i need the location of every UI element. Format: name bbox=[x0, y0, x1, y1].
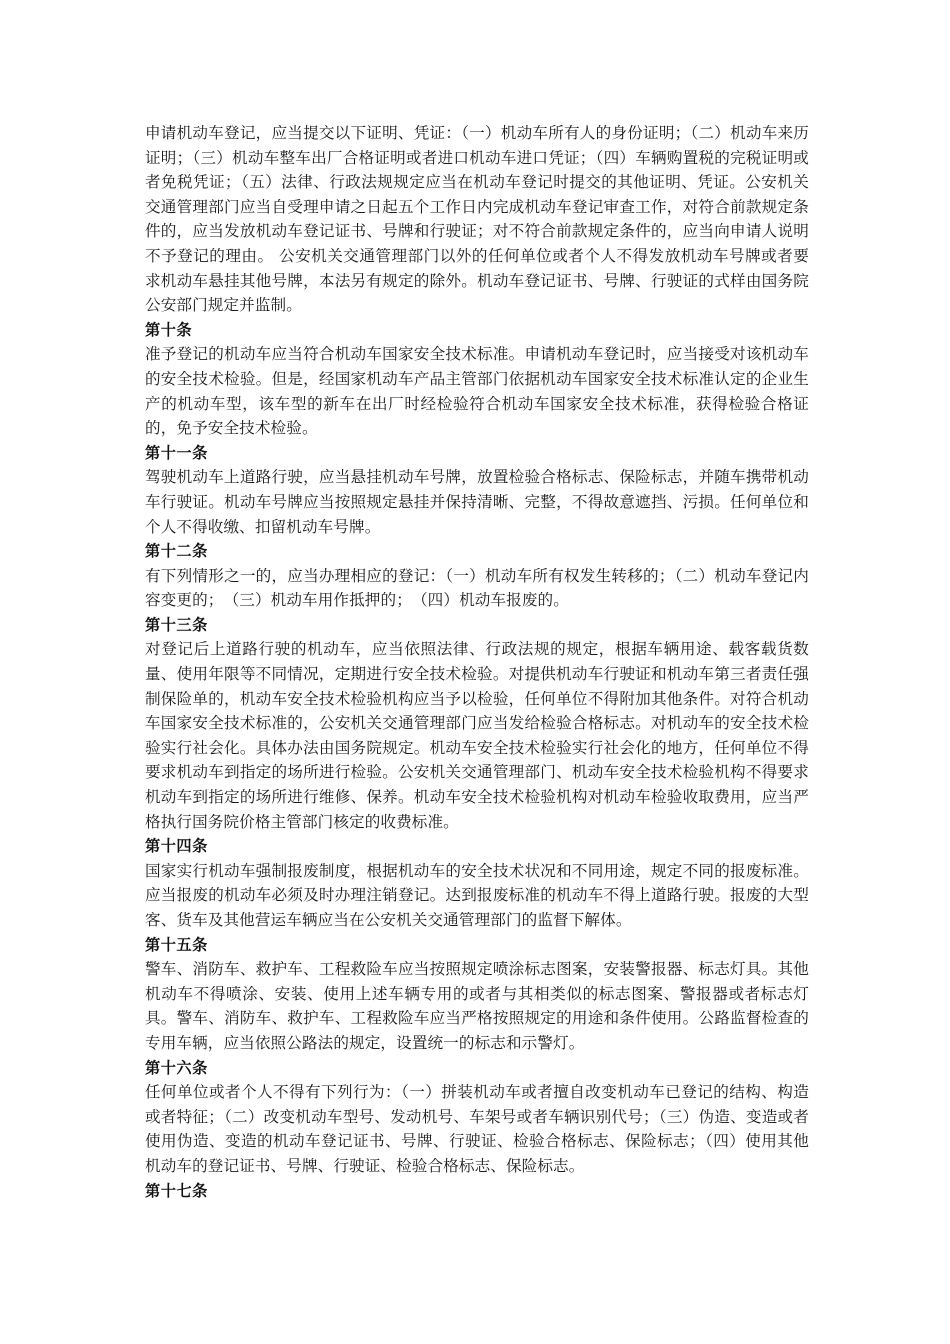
article-11-text: 驾驶机动车上道路行驶，应当悬挂机动车号牌，放置检验合格标志、保险标志，并随车携带机动车行驶证。机动车号牌应当按照规定悬挂并保持清晰、完整，不得故意遮挡、污损。任何单位和个人不得收缴、扣留机动车号牌。 bbox=[145, 468, 809, 536]
article-16-heading: 第十六条 bbox=[145, 1058, 208, 1077]
article-12-text: 有下列情形之一的，应当办理相应的登记：（一）机动车所有权发生转移的；（二）机动车登记内容变更的； （三）机动车用作抵押的； （四）机动车报废的。 bbox=[145, 566, 809, 610]
article-12-heading: 第十二条 bbox=[145, 542, 208, 561]
article-16-text: 任何单位或者个人不得有下列行为：（一）拼装机动车或者擅自改变机动车已登记的结构、构造或者特征；（二）改变机动车型号、发动机号、车架号或者车辆识别代号；（三）伪造、变造或者使用伪造、变造的机动车登记证书、号牌、行驶证、检验合格标志、保险标志；（四）使用其他机动车的登记证书、号牌、行驶证、检验合格标志、保险标志。 bbox=[145, 1083, 809, 1175]
intro-paragraph: 申请机动车登记，应当提交以下证明、凭证：（一）机动车所有人的身份证明；（二）机动车来历证明；（三）机动车整车出厂合格证明或者进口机动车进口凭证；（四）车辆购置税的完税证明或者免税凭证；（五）法律、行政法规规定应当在机动车登记时提交的其他证明、凭证。公安机关交通管理部门应当自受理申请之日起五个工作日内完成机动车登记审查工作，对符合前款规定条件的，应当发放机动车登记证书、号牌和行驶证；对不符合前款规定条件的，应当向申请人说明不予登记的理由。 公安机关交通管理部门以外的任何单位或者个人不得发放机动车号牌或者要求机动车悬挂其他号牌，本法另有规定的除外。机动车登记证书、号牌、行驶证的式样由国务院公安部门规定并监制。 bbox=[145, 124, 809, 315]
article-15-heading: 第十五条 bbox=[145, 935, 208, 954]
article-15-text: 警车、消防车、救护车、工程救险车应当按照规定喷涂标志图案，安装警报器、标志灯具。其他机动车不得喷涂、安装、使用上述车辆专用的或者与其相类似的标志图案、警报器或者标志灯具。警车、消防车、救护车、工程救险车应当严格按照规定的用途和条件使用。公路监督检查的专用车辆，应当依照公路法的规定，设置统一的标志和示警灯。 bbox=[145, 960, 809, 1052]
article-14-heading: 第十四条 bbox=[145, 837, 208, 856]
article-13-heading: 第十三条 bbox=[145, 615, 208, 634]
article-14-text: 国家实行机动车强制报废制度，根据机动车的安全技术状况和不同用途，规定不同的报废标准。应当报废的机动车必须及时办理注销登记。达到报废标准的机动车不得上道路行驶。报废的大型客、货车及其他营运车辆应当在公安机关交通管理部门的监督下解体。 bbox=[145, 861, 809, 929]
article-11-heading: 第十一条 bbox=[145, 443, 208, 462]
article-10-heading: 第十条 bbox=[145, 320, 193, 339]
document-page bbox=[145, 121, 809, 1203]
article-13-text: 对登记后上道路行驶的机动车，应当依照法律、行政法规的规定，根据车辆用途、载客载货数量、使用年限等不同情况，定期进行安全技术检验。对提供机动车行驶证和机动车第三者责任强制保险单的，机动车安全技术检验机构应当予以检验，任何单位不得附加其他条件。对符合机动车国家安全技术标准的，公安机关交通管理部门应当发给检验合格标志。对机动车的安全技术检验实行社会化。具体办法由国务院规定。机动车安全技术检验实行社会化的地方，任何单位不得要求机动车到指定的场所进行检验。公安机关交通管理部门、机动车安全技术检验机构不得要求机动车到指定的场所进行维修、保养。机动车安全技术检验机构对机动车检验收取费用，应当严格执行国务院价格主管部门核定的收费标准。 bbox=[145, 640, 809, 831]
article-10-text: 准予登记的机动车应当符合机动车国家安全技术标准。申请机动车登记时，应当接受对该机动车的安全技术检验。但是，经国家机动车产品主管部门依据机动车国家安全技术标准认定的企业生产的机动车型，该车型的新车在出厂时经检验符合机动车国家安全技术标准，获得检验合格证的，免予安全技术检验。 bbox=[145, 345, 809, 438]
article-17-heading: 第十七条 bbox=[145, 1181, 208, 1200]
